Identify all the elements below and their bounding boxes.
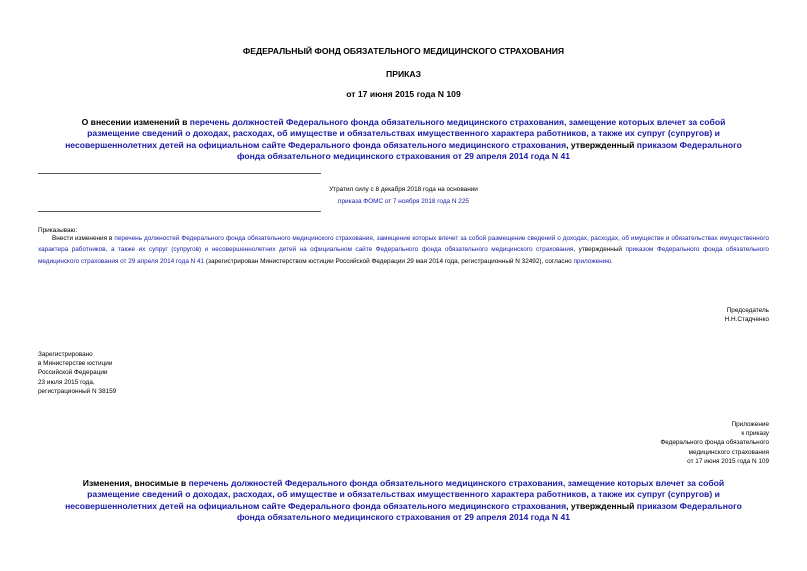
signature-name: Н.Н.Стадченко xyxy=(724,316,769,324)
annex-line: Федерального фонда обязательного xyxy=(660,439,769,447)
registration-line: в Министерстве юстиции xyxy=(38,360,113,368)
order-text-1: Внести изменения в xyxy=(52,235,115,242)
registration-block xyxy=(38,350,116,396)
repeal-order-link[interactable]: приказа ФОМС от 7 ноября 2018 года N 225 xyxy=(338,198,469,205)
order-positions-link[interactable]: перечень должностей Федерального фонда обязательного медицинского страхования, замещение которых влечет за собой размещение сведений о доходах, расходах, об имуществе и обязательствах имущественного характера работников, а также их супруг (супругов) и несовершеннолетних детей на официальном сайте Федерального фонда обязательного медицинского страхования xyxy=(38,235,769,254)
registration-line: Зарегистрировано xyxy=(38,351,93,358)
registration-line: 23 июля 2015 года, xyxy=(38,378,95,386)
registration-line: регистрационный N 38159 xyxy=(38,387,117,395)
main-heading-middle: , утвержденный xyxy=(566,139,637,150)
annex-heading-prefix: Изменения, вносимые в xyxy=(82,478,189,488)
order-text-3: (зарегистрирован Министерством юстиции Российской Федерации 29 мая 2014 года, регистрационный N 32492), согласно xyxy=(204,257,574,265)
org-title: ФЕДЕРАЛЬНЫЙ ФОНД ОБЯЗАТЕЛЬНОГО МЕДИЦИНСКОГО СТРАХОВАНИЯ xyxy=(242,46,565,56)
annex-line: от 17 июня 2015 года N 109 xyxy=(687,457,769,465)
main-heading xyxy=(60,117,747,163)
doc-type: ПРИКАЗ xyxy=(386,69,421,79)
annex-line: Приложение xyxy=(731,421,769,428)
divider-bottom xyxy=(38,211,321,212)
doc-date-number: от 17 июня 2015 года N 109 xyxy=(346,89,461,99)
order-body xyxy=(38,233,769,267)
registration-line: Российской Федерации xyxy=(38,369,108,377)
annex-heading xyxy=(60,478,747,524)
positions-list-link[interactable]: перечень должностей Федерального фонда обязательного медицинского страхования, замещение которых влечет за собой размещение сведений о доходах, расходах, об имуществе и обязательствах имущественного характера работников, а также их супруг (супругов) и несовершеннолетних детей на официальном сайте Федерального фонда обязательного медицинского страхования xyxy=(65,117,726,150)
order-text-4: . xyxy=(611,257,613,265)
main-heading-prefix: О внесении изменений в xyxy=(81,117,190,127)
annex-link[interactable]: приложению xyxy=(573,257,612,265)
divider-top xyxy=(38,173,321,174)
annex-line: к приказу xyxy=(741,430,769,438)
repeal-note-text: Утратил силу с 8 декабря 2018 года на основании xyxy=(329,186,478,193)
annex-positions-link[interactable]: перечень должностей Федерального фонда обязательного медицинского страхования, замещение которых влечет за собой размещение сведений о доходах, расходах, об имуществе и обязательствах имущественного характера работников, а также их супруг (супругов) и несовершеннолетних детей на официальном сайте Федерального фонда обязательного медицинского страхования xyxy=(65,478,725,511)
order-41-body-link[interactable]: приказом Федерального фонда обязательного медицинского страхования от 29 апреля 2014 года N 41 xyxy=(38,246,769,265)
repeal-note xyxy=(290,184,517,208)
signature-block xyxy=(600,306,769,324)
order-41-link[interactable]: приказом Федерального фонда обязательного медицинского страхования от 29 апреля 2014 года N 41 xyxy=(236,139,742,162)
order-lead: Приказываю: xyxy=(38,227,78,234)
order-text-2: , утвержденный xyxy=(573,246,626,254)
signature-position: Председатель xyxy=(726,307,769,314)
annex-line: медицинского страхования xyxy=(688,448,769,456)
annex-heading-middle: , утвержденный xyxy=(566,500,637,511)
annex-block xyxy=(560,420,769,466)
annex-order-41-link[interactable]: приказом Федерального фонда обязательного медицинского страхования от 29 апреля 2014 года N 41 xyxy=(236,500,742,523)
